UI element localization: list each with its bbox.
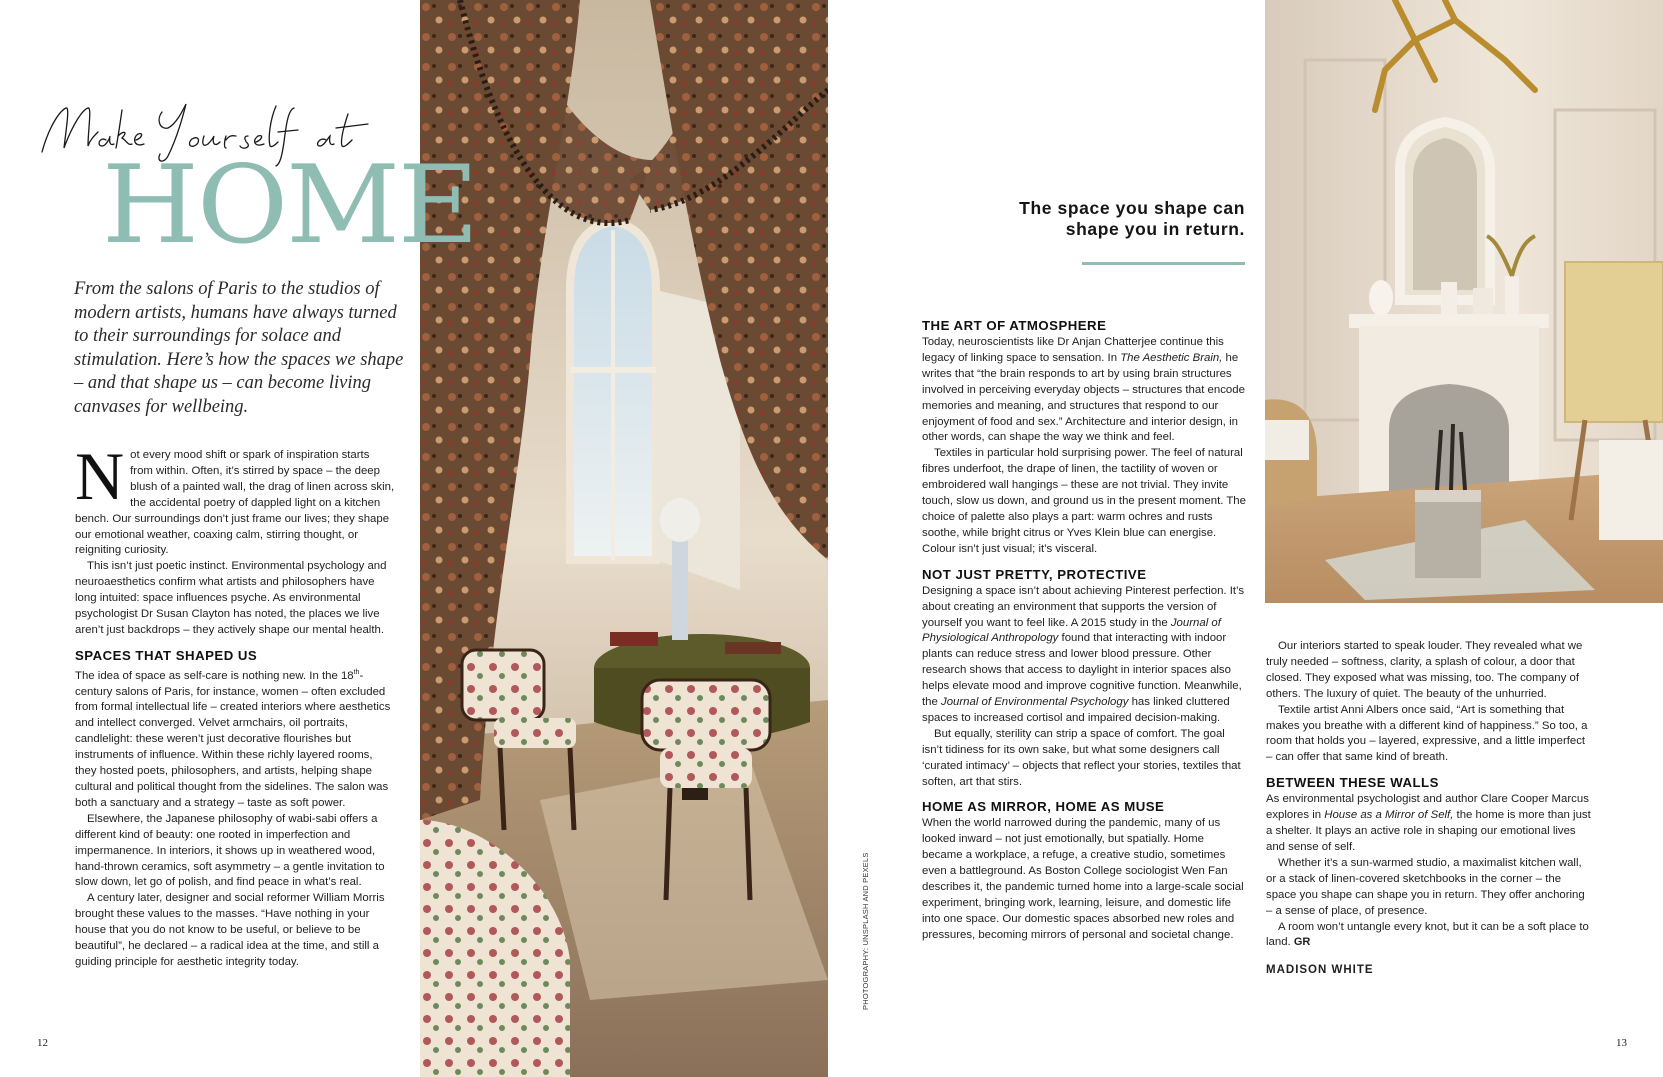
section-heading-atmosphere: THE ART OF ATMOSPHERE (922, 318, 1107, 333)
intro-paragraph: Not every mood shift or spark of inspiration starts from within. Often, it’s stirred by space – the deep blush of a painted wall, the drag of linen across skin, the accidental poetry of dappled light on a kitchen bench. Our surroundings don’t just frame our lives; they shape our emotional weather, coaxing calm, stirring thought, or reigniting curiosity. (75, 438, 395, 557)
pull-quote-rule (1082, 262, 1245, 265)
page-number-right: 13 (1616, 1037, 1627, 1049)
body-paragraph: Designing a space isn’t about achieving Pinterest perfection. It’s about creating an environment that supports the version of yourself you want to feel like. A 2015 study in the Journal of Physiological Anthropology found that interacting with indoor plants can reduce stress and lower blood pressure. Other research shows that access to daylight in interior spaces also helps elevate mood and improve cognitive function. Meanwhile, the Journal of Environmental Psychology has linked cluttered spaces to increased cortisol and impaired decision-making. (922, 584, 1245, 724)
salon-room-photo (420, 0, 828, 1077)
section-heading-mirror: HOME AS MIRROR, HOME AS MUSE (922, 799, 1165, 815)
body-paragraph: The idea of space as self-care is nothing new. In the 18th-century salons of Paris, for instance, women – often excluded from formal intellectual life – created interiors where aesthetics and intellect converged. Velvet armchairs, oil portraits, candlelight: these weren’t just decorative flourishes but instruments of influence. Within these richly layered rooms, they hosted poets, philosophers, and artists, helping shape cultural and political thought from the sidelines. The salon was both a sanctuary and a strategy – taste as soft power. (75, 668, 391, 809)
fireplace-room-photo (1265, 0, 1663, 603)
body-paragraph: This isn’t just poetic instinct. Environmental psychology and neuroaesthetics confirm what artists and philosophers have long intuited: space influences psyche. As environmental psychologist Dr Susan Clayton has noted, the places we live aren’t just backdrops – they actively shape our mental health. (75, 560, 387, 636)
closing-paragraph: A room won’t untangle every knot, but it can be a soft place to land. GR (1266, 920, 1589, 949)
body-paragraph: Textiles in particular hold surprising power. The feel of natural fibres underfoot, the drape of linen, the tactility of woven or embroidered wall hangings – these are not trivial. They invite touch, slow us down, and ground us in the present moment. The choice of palette also plays a part: warm ochres and rusts soothe, while bright citrus or Yves Klein blue can energise. Colour isn’t just visual; it’s visceral. (922, 447, 1246, 555)
middle-article-column (922, 318, 1247, 944)
body-paragraph: Textile artist Anni Albers once said, “Art is something that makes you breathe with a different kind of happiness.” So too, a room that holds you – layered, expressive, and a little imperfect – can offer that same kind of breath. (1266, 703, 1588, 764)
section-heading-protective: NOT JUST PRETTY, PROTECTIVE (922, 566, 1147, 582)
body-paragraph: But equally, sterility can strip a space of comfort. The goal isn’t tidiness for its own sake, but what some designers call ‘curated intimacy’ – objects that reflect your stories, textiles that soften, art that stirs. (922, 727, 1241, 788)
body-paragraph: When the world narrowed during the pandemic, many of us looked inward – not just emotionally, but spatially. Home became a workplace, a refuge, a creative studio, sometimes even a battleground. As Boston College sociologist Wen Fan describes it, the pandemic turned home into a large-scale social experiment, bringing work, learning, leisure, and domestic life into one space. Our domestic spaces absorbed new roles and pressures, becoming mirrors of personal and societal change. (922, 817, 1244, 941)
end-mark: GR (1293, 936, 1311, 949)
body-paragraph: Today, neuroscientists like Dr Anjan Chatterjee continue this legacy of linking space to sensation. In The Aesthetic Brain, he writes that “the brain responds to art by using brain structures involved in perceiving everyday objects – structures that encode memories and meaning, and structures that respond to our enjoyment of food and sex.” Architecture and interior design, in other words, can shape the way we think and feel. (922, 336, 1245, 444)
section-heading-spaces: SPACES THAT SHAPED US (75, 647, 258, 663)
body-paragraph: A century later, designer and social reformer William Morris brought these values to the masses. “Have nothing in your house that you do not know to be useful, or believe to be beautiful”, he declared – a radical idea at the time, and still a guiding principle for aesthetic integrity today. (75, 892, 385, 968)
author-byline: MADISON WHITE (1266, 964, 1374, 977)
section-heading-walls: BETWEEN THESE WALLS (1266, 775, 1439, 791)
page-number-left: 12 (37, 1037, 48, 1049)
photo-credit: PHOTOGRAPHY: UNSPLASH AND PEXELS (861, 852, 870, 1010)
body-paragraph: As environmental psychologist and author Clare Cooper Marcus explores in House as a Mirror of Self, the home is more than just a shelter. It plays an active role in shaping our emotional lives and sense of self. (1266, 793, 1591, 853)
body-paragraph: Our interiors started to speak louder. They revealed what we truly needed – softness, clarity, a splash of colour, a door that closed. They exposed what was missing, too. The company of others. The luxury of quiet. The beauty of the unhurried. (1266, 640, 1583, 700)
left-article-column (75, 438, 395, 971)
body-paragraph: Whether it’s a sun-warmed studio, a maximalist kitchen wall, or a stack of linen-covered sketchbooks in the corner – the space you shape can shape you in return. They offer anchoring – a sense of place, of presence. (1266, 856, 1585, 917)
drop-cap: N (75, 438, 125, 514)
pull-quote: The space you shape can shape you in return. (1019, 198, 1245, 239)
standfirst: From the salons of Paris to the studios of modern artists, humans have always turned to their surroundings for solace and stimulation. Here’s how the spaces we shape – and that shape us – can become living canvases for wellbeing. (74, 279, 404, 417)
body-paragraph: Elsewhere, the Japanese philosophy of wabi-sabi offers a different kind of beauty: one rooted in imperfection and impermanence. In interiors, it shows up in weathered wood, hand-thrown ceramics, soft asymmetry – a gentle invitation to slow down, let go of polish, and find peace in what’s real. (75, 812, 385, 889)
home-title: HOME (102, 143, 478, 268)
right-article-column (1266, 639, 1592, 979)
